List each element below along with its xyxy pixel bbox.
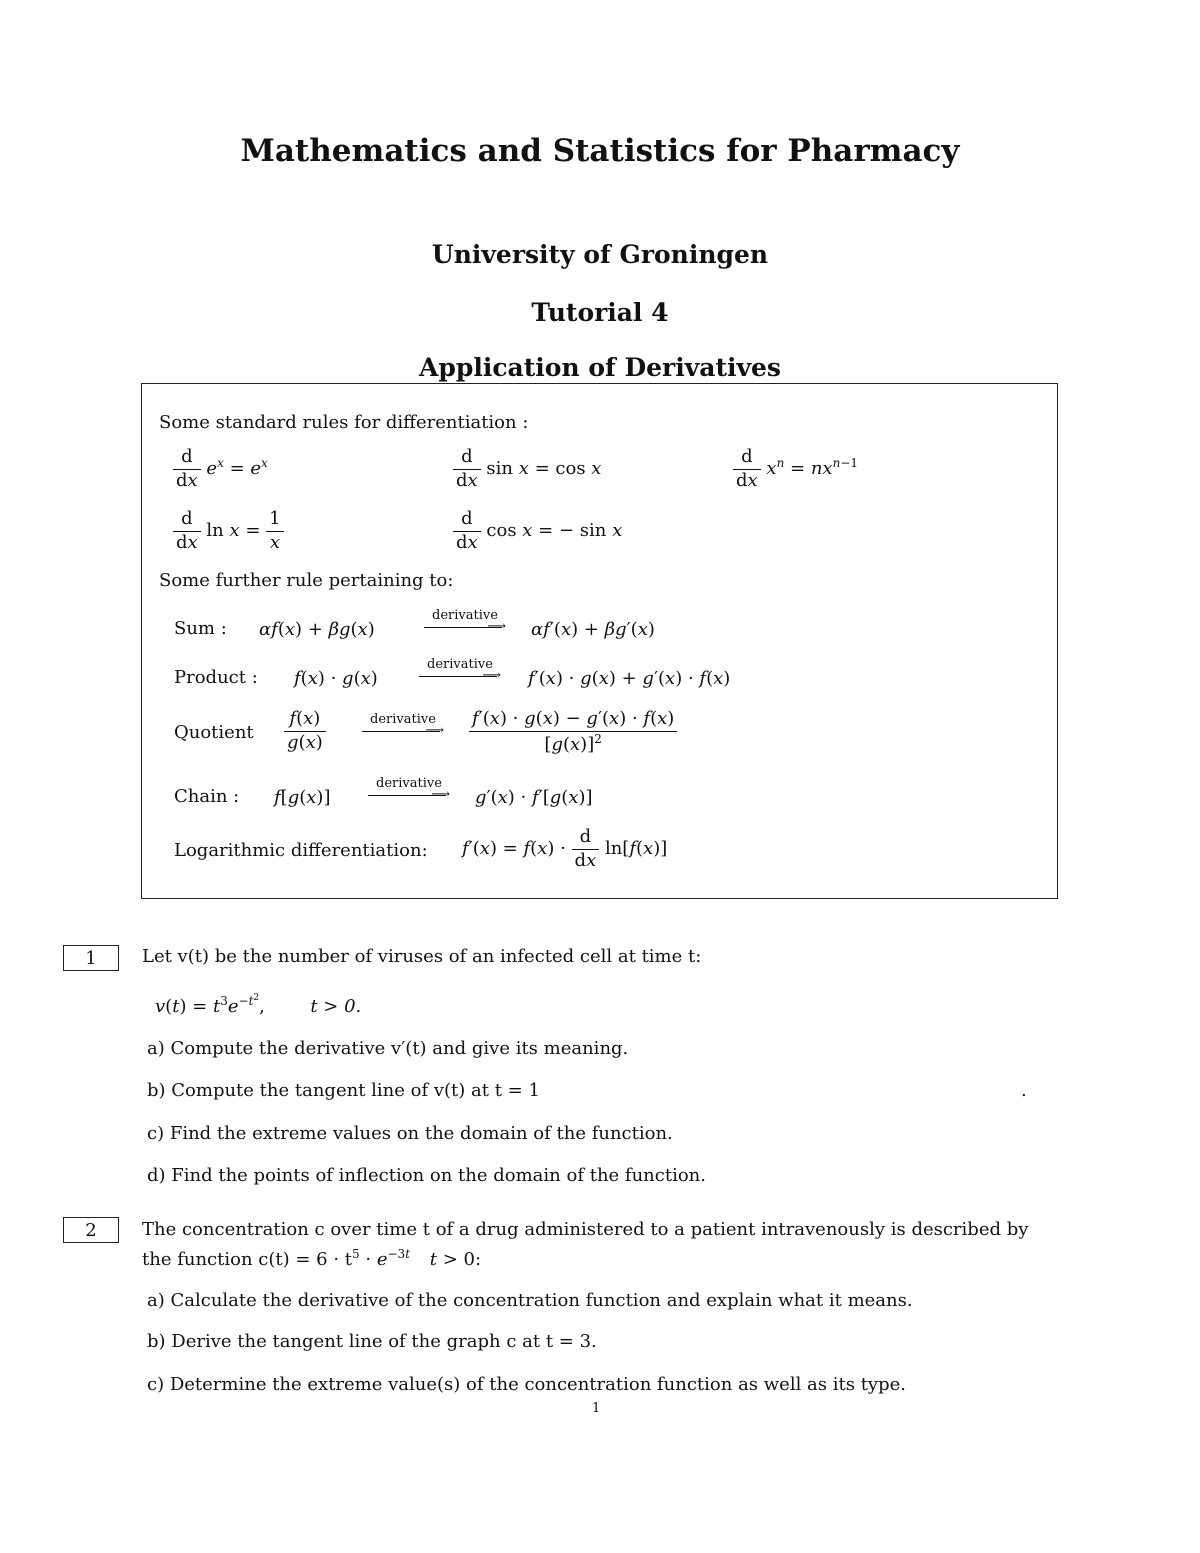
chain-arrow: derivative ⟶ xyxy=(368,776,450,804)
tutorial-topic: Application of Derivatives xyxy=(418,353,782,382)
rule-ln: $\frac{d}{dx}$ ln x = $\frac{1}{x}$ xyxy=(173,508,284,554)
quotient-arrow: derivative ⟶ xyxy=(362,712,444,740)
problem-1-formula: $v(t) = t^3e^{-t^2}$, t > 0. xyxy=(155,993,362,1017)
chain-lhs: f[g(x)] xyxy=(274,787,331,808)
university-name: University of Groningen xyxy=(431,240,769,269)
document-title: Mathematics and Statistics for Pharmacy xyxy=(240,133,960,169)
problem-2-number: 2 xyxy=(63,1217,119,1243)
stray-mark: . xyxy=(1021,1080,1027,1101)
problem-2-part-c: c) Determine the extreme value(s) of the concentration function as well as its type. xyxy=(147,1374,906,1395)
rule-exp: $\frac{d}{dx}$ $e^x = e^x$ xyxy=(173,446,268,492)
sum-label: Sum : xyxy=(174,618,227,639)
tutorial-number: Tutorial 4 xyxy=(531,298,669,327)
problem-2-part-a: a) Calculate the derivative of the concentration function and explain what it means. xyxy=(147,1290,913,1311)
arrow-label: derivative xyxy=(432,608,498,623)
quotient-rhs: $\frac{f'(x) \cdot g(x) - g'(x) \cdot f(x)}{[g(x)]^2}$ xyxy=(469,708,677,756)
sum-arrow: derivative ⟶ xyxy=(424,608,506,636)
page-number: 1 xyxy=(592,1401,601,1416)
problem-1-number: 1 xyxy=(63,945,119,971)
rules-intro: Some standard rules for differentiation : xyxy=(159,412,529,433)
problem-2-part-b: b) Derive the tangent line of the graph c at t = 3. xyxy=(147,1331,597,1352)
rule-sin: $\frac{d}{dx}$ sin x = cos x xyxy=(453,446,601,492)
quotient-lhs: $\frac{f(x)}{g(x)}$ xyxy=(284,708,326,754)
rules-further: Some further rule pertaining to: xyxy=(159,570,454,591)
problem-2-intro-line2: the function $c(t) = 6 \cdot t^5 \cdot e^{-3t}$ t > 0: xyxy=(142,1247,482,1270)
chain-rhs: g′(x) · f′[g(x)] xyxy=(475,787,593,808)
rule-power: $\frac{d}{dx}$ $x^n = nx^{n-1}$ xyxy=(733,446,858,492)
sum-rhs: αf′(x) + βg′(x) xyxy=(531,619,655,640)
rule-cos: $\frac{d}{dx}$ cos x = − sin x xyxy=(453,508,622,554)
chain-label: Chain : xyxy=(174,786,240,807)
product-lhs: f(x) · g(x) xyxy=(294,668,378,689)
problem-1-part-d: d) Find the points of inflection on the domain of the function. xyxy=(147,1165,706,1186)
problem-1-intro: Let v(t) be the number of viruses of an infected cell at time t: xyxy=(142,946,702,967)
product-rhs: f′(x) · g(x) + g′(x) · f(x) xyxy=(528,668,731,689)
problem-1-part-c: c) Find the extreme values on the domain of the function. xyxy=(147,1123,673,1144)
product-arrow: derivative ⟶ xyxy=(419,657,501,685)
log-diff-formula: f′(x) = f(x) · $\frac{d}{dx}$ ln[f(x)] xyxy=(462,826,668,871)
problem-1-part-b: b) Compute the tangent line of v(t) at t = 1 xyxy=(147,1080,540,1101)
problem-2-intro-line1: The concentration c over time t of a drug administered to a patient intravenously is described by xyxy=(142,1219,1029,1240)
log-diff-label: Logarithmic differentiation: xyxy=(174,840,428,861)
problem-1-condition: t > 0. xyxy=(310,996,362,1017)
product-label: Product : xyxy=(174,667,258,688)
problem-1-part-a: a) Compute the derivative v′(t) and give its meaning. xyxy=(147,1038,629,1059)
quotient-label: Quotient xyxy=(174,722,254,743)
differentiation-rules-box xyxy=(141,383,1058,899)
sum-lhs: αf(x) + βg(x) xyxy=(259,619,375,640)
